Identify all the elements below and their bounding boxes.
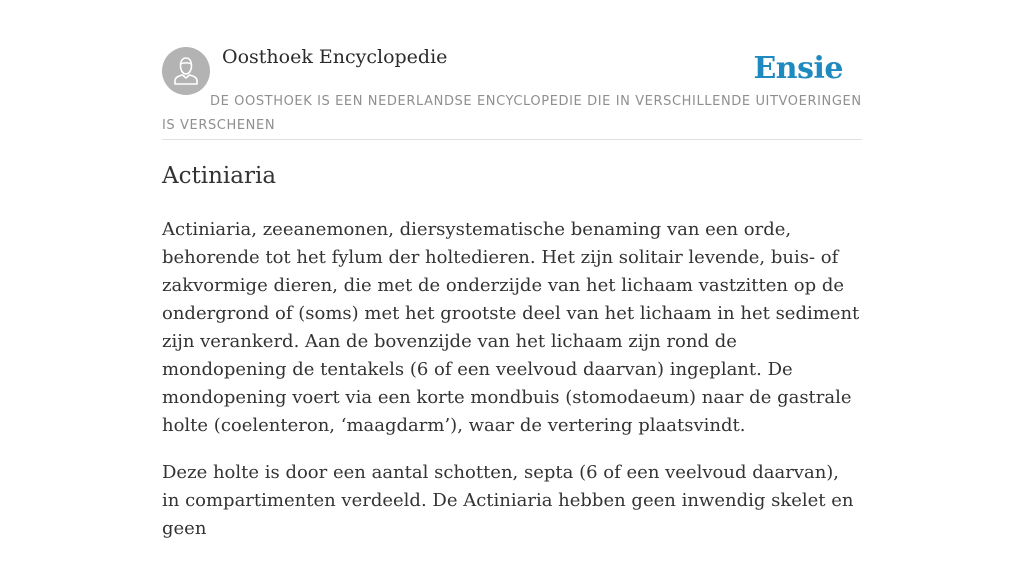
article-paragraph: Deze holte is door een aantal schotten, septa (6 of een veelvoud daarvan), in compartimenten verdeeld. De Actiniaria hebben geen inwendig skelet en geen (162, 462, 854, 539)
user-silhouette-icon (162, 47, 210, 95)
author-link[interactable]: Oosthoek Encyclopedie (222, 46, 448, 68)
ensie-logo[interactable]: Ensie (753, 51, 843, 86)
author-description: DE OOSTHOEK IS EEN NEDERLANDSE ENCYCLOPEDIE DIE IN VERSCHILLENDE UITVOERINGEN IS VERSCHENEN (162, 94, 862, 133)
article-page (162, 0, 862, 539)
article-title: Actiniaria (162, 163, 277, 189)
article-header (162, 0, 862, 140)
author-avatar[interactable] (162, 47, 210, 95)
article-body (162, 216, 862, 562)
article-paragraph: Actiniaria, zeeanemonen, diersystematische benaming van een orde, behorende tot het fylum der holtedieren. Het zijn solitair levende, buis- of zakvormige dieren, die met de onderzijde van het lichaam vastzitten op de ondergrond of (soms) met het grootste deel van het lichaam in het sediment zijn verankerd. Aan de bovenzijde van het lichaam zijn rond de mondopening de tentakels (6 of een veelvoud daarvan) ingeplant. De mondopening voert via een korte mondbuis (stomodaeum) naar de gastrale holte (coelenteron, ‘maagdarm’), waar de vertering plaatsvindt. (162, 219, 860, 436)
